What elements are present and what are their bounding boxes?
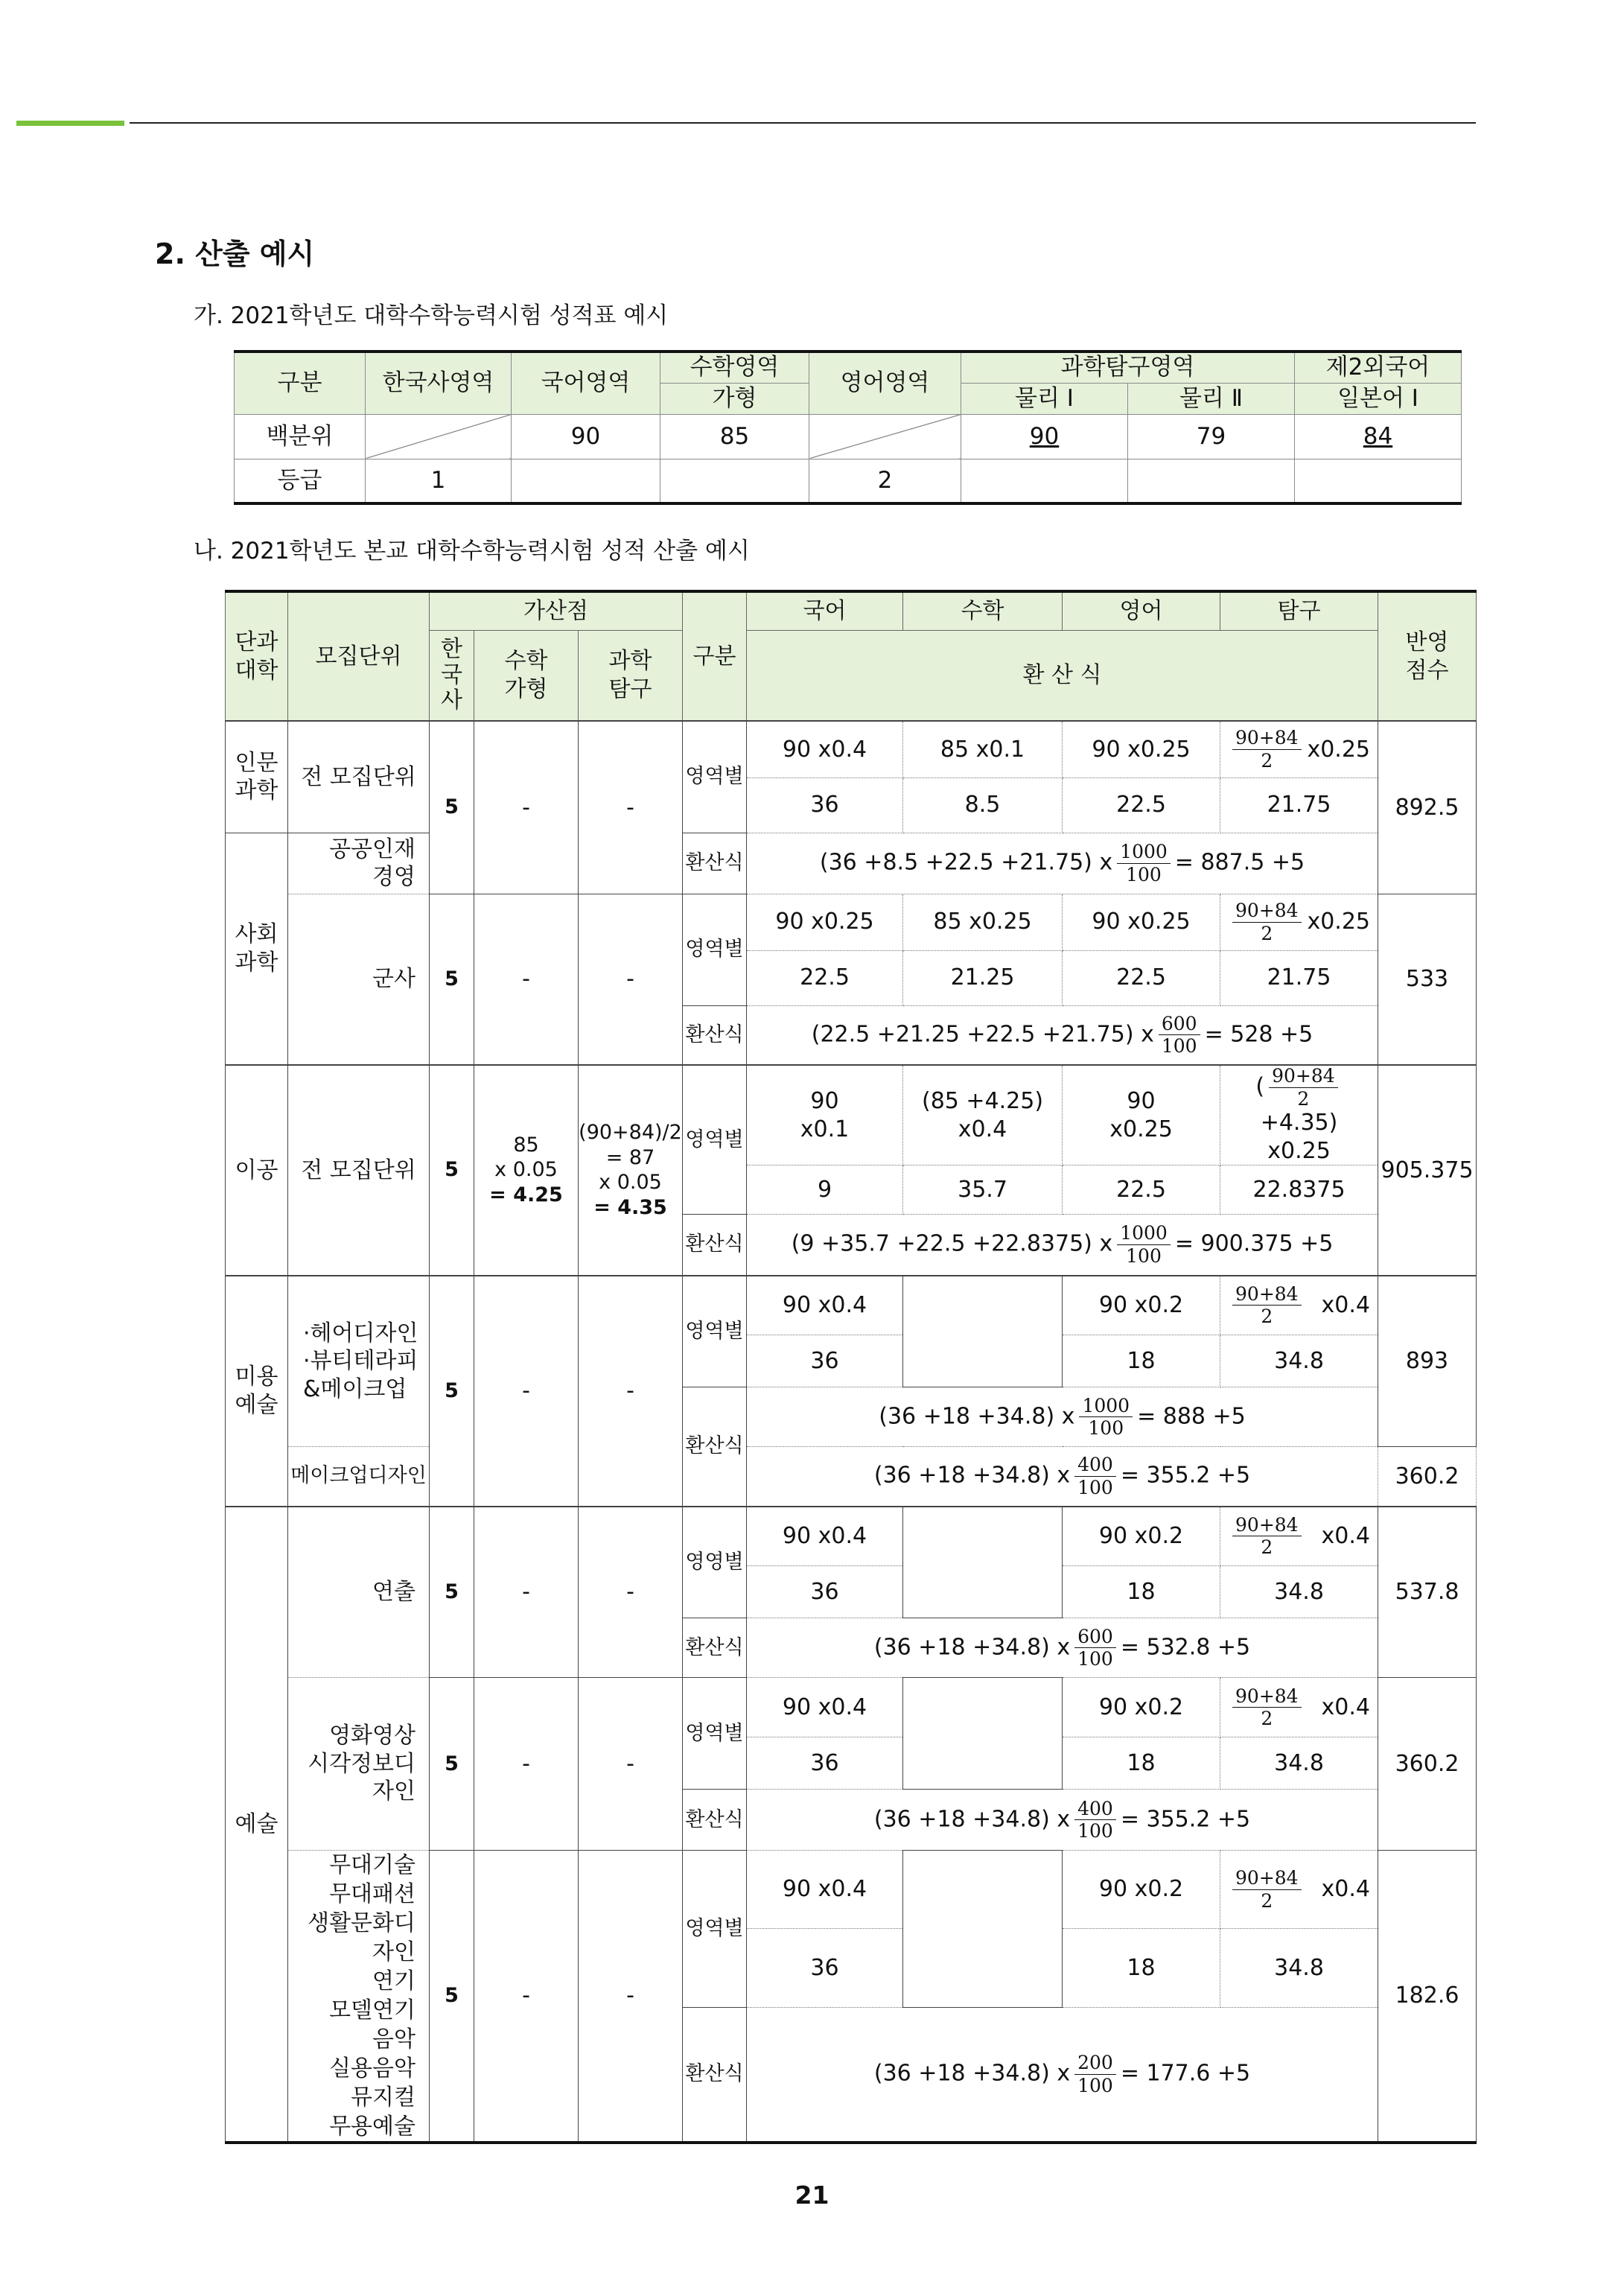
t1-empty bbox=[512, 459, 660, 503]
g5-kor-value: 36 bbox=[747, 1566, 903, 1618]
t1-header-lang2: 제2외국어 bbox=[1295, 352, 1462, 383]
bonus-hanguksa: 5 bbox=[430, 1065, 474, 1276]
t2-header-unit: 모집단위 bbox=[288, 591, 430, 721]
g3-eng-formula: 90 x0.25 bbox=[1063, 1065, 1220, 1166]
unit-public-management: 공공인재 경영 bbox=[288, 833, 430, 894]
unit-film: 영화영상 시각정보디자인 bbox=[288, 1678, 430, 1851]
g2-formula-post: = 528 +5 bbox=[1204, 1021, 1313, 1048]
label-area: 영역별 bbox=[683, 1678, 747, 1790]
t1-header-sci2: 물리 Ⅱ bbox=[1128, 383, 1295, 414]
g2-tam-value: 21.75 bbox=[1220, 950, 1378, 1005]
g3-bonus-sci-2: = 87 bbox=[605, 1145, 655, 1169]
bonus-math: - bbox=[474, 894, 579, 1065]
t1-empty bbox=[961, 459, 1128, 503]
bonus-sci: - bbox=[579, 1678, 683, 1851]
g2-math-value: 21.25 bbox=[903, 950, 1063, 1005]
g7-kor-value: 36 bbox=[747, 1929, 903, 2007]
t1-row-percentile-label: 백분위 bbox=[235, 414, 366, 459]
g4-eng-formula: 90 x0.2 bbox=[1063, 1276, 1220, 1335]
g5-eng-formula: 90 x0.2 bbox=[1063, 1507, 1220, 1566]
t1-percentile-lang2: 84 bbox=[1363, 422, 1393, 450]
g3-score: 905.375 bbox=[1378, 1065, 1477, 1276]
g4-score: 893 bbox=[1378, 1276, 1477, 1447]
g1-tam-factor: x0.25 bbox=[1307, 736, 1371, 763]
college-igong: 이공 bbox=[226, 1065, 288, 1276]
g7-eng-value: 18 bbox=[1063, 1929, 1220, 2007]
g1-eng-formula: 90 x0.25 bbox=[1063, 721, 1220, 777]
g2-formula-pre: (22.5 +21.25 +22.5 +21.75) x bbox=[811, 1021, 1154, 1048]
fraction: $\frac{90+84}{2}$ bbox=[1232, 1686, 1302, 1729]
label-area: 영역별 bbox=[683, 894, 747, 1005]
g1-kor-formula: 90 x0.4 bbox=[747, 721, 903, 777]
label-conversion: 환산식 bbox=[683, 833, 747, 894]
t1-header-gubun: 구분 bbox=[235, 352, 366, 414]
header-rule bbox=[130, 122, 1476, 124]
g1-formula-pre: (36 +8.5 +22.5 +21.75) x bbox=[819, 849, 1113, 876]
g2-kor-value: 22.5 bbox=[747, 950, 903, 1005]
g5-kor-formula: 90 x0.4 bbox=[747, 1507, 903, 1566]
bonus-hanguksa: 5 bbox=[430, 1678, 474, 1851]
t2-header-gubun: 구분 bbox=[683, 591, 747, 721]
g4-tam-factor: x0.4 bbox=[1321, 1292, 1371, 1318]
g5-eng-value: 18 bbox=[1063, 1566, 1220, 1618]
t1-diag-cell bbox=[809, 414, 961, 459]
t2-header-tam: 탐구 bbox=[1220, 591, 1378, 630]
college-sahoe: 사회 과학 bbox=[226, 833, 288, 1065]
g3-formula-pre: (9 +35.7 +22.5 +22.8375) x bbox=[791, 1230, 1113, 1257]
label-area: 영역별 bbox=[683, 1065, 747, 1215]
g4-formula2-post: = 355.2 +5 bbox=[1120, 1462, 1251, 1489]
bonus-sci: - bbox=[579, 894, 683, 1065]
g5-formula-pre: (36 +18 +34.8) x bbox=[873, 1634, 1071, 1660]
g6-formula-pre: (36 +18 +34.8) x bbox=[873, 1806, 1071, 1832]
g2-score: 533 bbox=[1378, 894, 1477, 1065]
g1-kor-value: 36 bbox=[747, 777, 903, 833]
g6-eng-formula: 90 x0.2 bbox=[1063, 1678, 1220, 1737]
unit-directing: 연출 bbox=[288, 1507, 430, 1678]
bonus-math: - bbox=[474, 1851, 579, 2143]
g4-kor-value: 36 bbox=[747, 1335, 903, 1387]
g2-tam-factor: x0.25 bbox=[1307, 909, 1371, 935]
g3-bonus-sci-1: (90+84)/2 bbox=[579, 1120, 682, 1144]
t1-empty bbox=[1128, 459, 1295, 503]
calculation-table bbox=[225, 590, 1477, 2144]
t1-grade-hanguksa: 1 bbox=[366, 459, 512, 503]
label-conversion: 환산식 bbox=[683, 1790, 747, 1851]
bonus-hanguksa: 5 bbox=[430, 1276, 474, 1507]
subsection-a-title: 가. 2021학년도 대학수학능력시험 성적표 예시 bbox=[194, 302, 669, 329]
g5-tam-factor: x0.4 bbox=[1321, 1523, 1371, 1549]
g2-math-formula: 85 x0.25 bbox=[903, 894, 1063, 950]
college-beauty: 미용 예술 bbox=[226, 1276, 288, 1507]
g6-score: 360.2 bbox=[1378, 1678, 1477, 1851]
g2-kor-formula: 90 x0.25 bbox=[747, 894, 903, 950]
g5-tam-value: 34.8 bbox=[1220, 1566, 1378, 1618]
fraction: $\frac{400}{100}$ bbox=[1074, 1454, 1116, 1498]
g1-formula-post: = 887.5 +5 bbox=[1174, 849, 1305, 876]
t2-header-score: 반영 점수 bbox=[1378, 591, 1477, 721]
g6-tam-factor: x0.4 bbox=[1321, 1694, 1371, 1720]
label-area: 영역별 bbox=[683, 1851, 747, 2008]
g6-kor-formula: 90 x0.4 bbox=[747, 1678, 903, 1737]
g3-math-formula: (85 +4.25) x0.4 bbox=[903, 1065, 1063, 1166]
fraction: $\frac{200}{100}$ bbox=[1074, 2052, 1116, 2096]
bonus-sci: - bbox=[579, 1276, 683, 1507]
bonus-math: - bbox=[474, 1276, 579, 1507]
t1-empty bbox=[660, 459, 809, 503]
t1-percentile-sci2: 79 bbox=[1128, 414, 1295, 459]
g4-eng-value: 18 bbox=[1063, 1335, 1220, 1387]
t1-percentile-kor: 90 bbox=[512, 414, 660, 459]
bonus-sci: - bbox=[579, 721, 683, 894]
t1-header-kor: 국어영역 bbox=[512, 352, 660, 414]
t1-header-math-sub: 가형 bbox=[660, 383, 809, 414]
g1-score: 892.5 bbox=[1378, 721, 1477, 894]
t2-header-kor: 국어 bbox=[747, 591, 903, 630]
g2-eng-value: 22.5 bbox=[1063, 950, 1220, 1005]
bonus-math: - bbox=[474, 721, 579, 894]
t1-empty bbox=[1295, 459, 1462, 503]
page-number: 21 bbox=[795, 2181, 829, 2210]
g6-tam-value: 34.8 bbox=[1220, 1737, 1378, 1790]
t2-header-eng: 영어 bbox=[1063, 591, 1220, 630]
t2-header-bonus-hanguksa: 한 국 사 bbox=[430, 630, 474, 721]
g7-eng-formula: 90 x0.2 bbox=[1063, 1851, 1220, 1929]
bonus-sci: - bbox=[579, 1851, 683, 2143]
college-arts: 예술 bbox=[226, 1507, 288, 2143]
score-report-table bbox=[234, 350, 1462, 505]
g7-math-empty bbox=[903, 1851, 1063, 2008]
g3-kor-value: 9 bbox=[747, 1166, 903, 1215]
fraction: $\frac{90+84}{2}$ bbox=[1232, 728, 1302, 771]
t1-header-hanguksa: 한국사영역 bbox=[366, 352, 512, 414]
g7-formula-post: = 177.6 +5 bbox=[1120, 2060, 1251, 2087]
g3-bonus-math-2: x 0.05 bbox=[494, 1158, 558, 1182]
bonus-math: - bbox=[474, 1507, 579, 1678]
t1-header-sci1: 물리 Ⅰ bbox=[961, 383, 1128, 414]
g6-formula-post: = 355.2 +5 bbox=[1120, 1806, 1251, 1832]
label-area: 영역별 bbox=[683, 1276, 747, 1387]
bonus-hanguksa: 5 bbox=[430, 1851, 474, 2143]
fraction: $\frac{400}{100}$ bbox=[1074, 1799, 1116, 1842]
section-title: 2. 산출 예시 bbox=[155, 238, 315, 270]
label-conversion: 환산식 bbox=[683, 1215, 747, 1276]
t1-header-math: 수학영역 bbox=[660, 352, 809, 383]
g3-tam-plus: +4.35) bbox=[1260, 1110, 1338, 1136]
g7-tam-value: 34.8 bbox=[1220, 1929, 1378, 2007]
fraction: $\frac{90+84}{2}$ bbox=[1232, 1284, 1302, 1327]
label-conversion: 환산식 bbox=[683, 2007, 747, 2143]
g1-math-value: 8.5 bbox=[903, 777, 1063, 833]
bonus-math: - bbox=[474, 1678, 579, 1851]
g3-tam-factor: x0.25 bbox=[1267, 1137, 1331, 1164]
label-conversion: 환산식 bbox=[683, 1618, 747, 1678]
t1-header-sci: 과학탐구영역 bbox=[961, 352, 1295, 383]
fraction: $\frac{1000}{100}$ bbox=[1117, 1223, 1171, 1266]
t1-row-grade-label: 등급 bbox=[235, 459, 366, 503]
g3-bonus-sci-4: = 4.35 bbox=[593, 1196, 667, 1219]
t1-diag-cell bbox=[366, 414, 512, 459]
t2-header-bonus-sci: 과학 탐구 bbox=[579, 630, 683, 721]
g4-formula2-pre: (36 +18 +34.8) x bbox=[873, 1462, 1071, 1489]
label-conversion: 환산식 bbox=[683, 1005, 747, 1065]
t2-header-math: 수학 bbox=[903, 591, 1063, 630]
g4-math-empty bbox=[903, 1276, 1063, 1387]
unit-all-igong: 전 모집단위 bbox=[288, 1065, 430, 1276]
g7-formula-pre: (36 +18 +34.8) x bbox=[873, 2060, 1071, 2087]
fraction: $\frac{90+84}{2}$ bbox=[1269, 1066, 1338, 1109]
g5-math-empty bbox=[903, 1507, 1063, 1618]
g3-bonus-sci-3: x 0.05 bbox=[599, 1171, 662, 1195]
g7-tam-factor: x0.4 bbox=[1321, 1876, 1371, 1903]
g4-tam-value: 34.8 bbox=[1220, 1335, 1378, 1387]
label-area-alt: 영영별 bbox=[683, 1507, 747, 1618]
g1-math-formula: 85 x0.1 bbox=[903, 721, 1063, 777]
subsection-b-title: 나. 2021학년도 본교 대학수학능력시험 성적 산출 예시 bbox=[194, 538, 750, 565]
bonus-hanguksa: 5 bbox=[430, 894, 474, 1065]
g4-formula-post: = 888 +5 bbox=[1137, 1403, 1246, 1429]
t1-percentile-sci1: 90 bbox=[1029, 422, 1060, 450]
g3-math-value: 35.7 bbox=[903, 1166, 1063, 1215]
g2-eng-formula: 90 x0.25 bbox=[1063, 894, 1220, 950]
t2-header-formula: 환 산 식 bbox=[747, 630, 1378, 721]
bonus-hanguksa: 5 bbox=[430, 1507, 474, 1678]
unit-military: 군사 bbox=[288, 894, 430, 1065]
g4-score-makeup: 360.2 bbox=[1378, 1447, 1477, 1507]
g6-kor-value: 36 bbox=[747, 1737, 903, 1790]
bonus-sci: - bbox=[579, 1507, 683, 1678]
g5-formula-post: = 532.8 +5 bbox=[1120, 1634, 1251, 1660]
college-inmun: 인문 과학 bbox=[226, 721, 288, 833]
g5-score: 537.8 bbox=[1378, 1507, 1477, 1678]
g3-kor-formula: 90 x0.1 bbox=[747, 1065, 903, 1166]
t1-header-lang2-sub: 일본어 Ⅰ bbox=[1295, 383, 1462, 414]
g4-formula-pre: (36 +18 +34.8) x bbox=[879, 1403, 1075, 1429]
header-accent-bar bbox=[16, 121, 124, 126]
g1-tam-value: 21.75 bbox=[1220, 777, 1378, 833]
fraction: $\frac{90+84}{2}$ bbox=[1232, 1868, 1302, 1911]
fraction: $\frac{1000}{100}$ bbox=[1117, 842, 1171, 885]
g6-eng-value: 18 bbox=[1063, 1737, 1220, 1790]
g3-bonus-math-3: = 4.25 bbox=[489, 1183, 563, 1207]
bonus-hanguksa: 5 bbox=[430, 721, 474, 894]
unit-beauty: ·헤어디자인 ·뷰티테라피 &메이크업 bbox=[288, 1276, 430, 1447]
fraction: $\frac{90+84}{2}$ bbox=[1232, 1515, 1302, 1558]
unit-performing-arts: 무대기술 무대패션 생활문화디자인 연기 모델연기 음악 실용음악 뮤지컬 무용예술 bbox=[288, 1851, 430, 2143]
t1-percentile-math: 85 bbox=[660, 414, 809, 459]
unit-all-inmun: 전 모집단위 bbox=[288, 721, 430, 833]
t2-header-bonus-math: 수학 가형 bbox=[474, 630, 579, 721]
g7-score: 182.6 bbox=[1378, 1851, 1477, 2143]
label-area: 영역별 bbox=[683, 721, 747, 833]
g3-tam-value: 22.8375 bbox=[1220, 1166, 1378, 1215]
t2-header-bonus: 가산점 bbox=[430, 591, 683, 630]
g1-eng-value: 22.5 bbox=[1063, 777, 1220, 833]
fraction: $\frac{600}{100}$ bbox=[1159, 1014, 1200, 1057]
g6-math-empty bbox=[903, 1678, 1063, 1790]
g4-kor-formula: 90 x0.4 bbox=[747, 1276, 903, 1335]
label-conversion: 환산식 bbox=[683, 1387, 747, 1507]
t1-header-eng: 영어영역 bbox=[809, 352, 961, 414]
unit-makeup-design: 메이크업디자인 bbox=[288, 1447, 430, 1507]
g3-bonus-math-1: 85 bbox=[513, 1133, 539, 1157]
fraction: $\frac{600}{100}$ bbox=[1074, 1626, 1116, 1670]
paren-open: ( bbox=[1255, 1073, 1265, 1100]
t1-grade-eng: 2 bbox=[809, 459, 961, 503]
fraction: $\frac{1000}{100}$ bbox=[1079, 1396, 1133, 1439]
t2-header-college: 단과 대학 bbox=[226, 591, 288, 721]
g7-kor-formula: 90 x0.4 bbox=[747, 1851, 903, 1929]
g3-eng-value: 22.5 bbox=[1063, 1166, 1220, 1215]
g3-formula-post: = 900.375 +5 bbox=[1174, 1230, 1334, 1257]
fraction: $\frac{90+84}{2}$ bbox=[1232, 900, 1302, 944]
